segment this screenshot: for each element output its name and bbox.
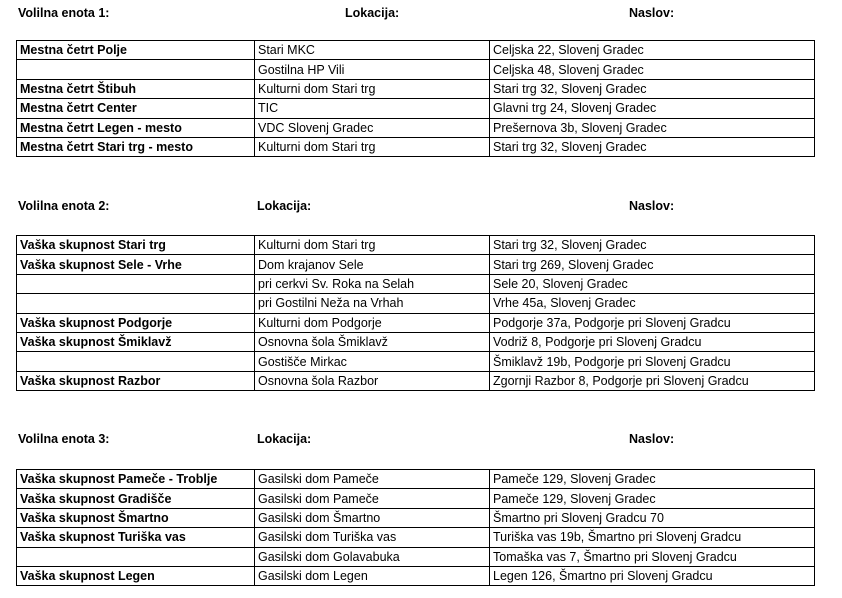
section-3-location-header: Lokacija: — [257, 432, 312, 446]
table-row — [17, 118, 815, 137]
address-cell: Celjska 48, Slovenj Gradec — [490, 60, 815, 79]
location-cell: Kulturni dom Podgorje — [255, 313, 490, 332]
address-cell: Stari trg 32, Slovenj Gradec — [490, 137, 815, 156]
section-2-address-header: Naslov: — [629, 199, 675, 213]
section-2-location-header: Lokacija: — [257, 199, 312, 213]
unit-cell: Vaška skupnost Stari trg — [17, 236, 255, 255]
table-row — [17, 508, 815, 527]
address-cell: Vrhe 45a, Slovenj Gradec — [490, 294, 815, 313]
table-row — [17, 137, 815, 156]
location-cell: Kulturni dom Stari trg — [255, 236, 490, 255]
unit-cell: Mestna četrt Stari trg - mesto — [17, 137, 255, 156]
table-row — [17, 528, 815, 547]
section-3-address-header: Naslov: — [629, 432, 675, 446]
location-cell: Gostilna HP Vili — [255, 60, 490, 79]
section-3-title: Volilna enota 3: — [18, 432, 110, 446]
address-cell: Zgornji Razbor 8, Podgorje pri Slovenj Gradcu — [490, 371, 815, 390]
table-row — [17, 566, 815, 585]
address-cell: Stari trg 32, Slovenj Gradec — [490, 79, 815, 98]
section-2-table — [16, 235, 815, 391]
unit-cell: Vaška skupnost Šmartno — [17, 508, 255, 527]
section-3-table — [16, 469, 815, 586]
location-cell: Gasilski dom Golavabuka — [255, 547, 490, 566]
section-1-address-header: Naslov: — [629, 6, 675, 20]
address-cell: Sele 20, Slovenj Gradec — [490, 274, 815, 293]
location-cell: Gasilski dom Legen — [255, 566, 490, 585]
location-cell: TIC — [255, 99, 490, 118]
address-cell: Vodriž 8, Podgorje pri Slovenj Gradcu — [490, 332, 815, 351]
address-cell: Celjska 22, Slovenj Gradec — [490, 41, 815, 60]
table-row — [17, 99, 815, 118]
table-row — [17, 313, 815, 332]
unit-cell — [17, 274, 255, 293]
table-row — [17, 236, 815, 255]
location-cell: pri Gostilni Neža na Vrhah — [255, 294, 490, 313]
address-cell: Šmartno pri Slovenj Gradcu 70 — [490, 508, 815, 527]
location-cell: Gasilski dom Šmartno — [255, 508, 490, 527]
table-row — [17, 41, 815, 60]
unit-cell: Mestna četrt Polje — [17, 41, 255, 60]
unit-cell: Vaška skupnost Turiška vas — [17, 528, 255, 547]
address-cell: Tomaška vas 7, Šmartno pri Slovenj Gradcu — [490, 547, 815, 566]
location-cell: Osnovna šola Šmiklavž — [255, 332, 490, 351]
table-row — [17, 79, 815, 98]
table-row — [17, 352, 815, 371]
location-cell: VDC Slovenj Gradec — [255, 118, 490, 137]
section-2-title: Volilna enota 2: — [18, 199, 110, 213]
unit-cell: Mestna četrt Legen - mesto — [17, 118, 255, 137]
address-cell: Turiška vas 19b, Šmartno pri Slovenj Gradcu — [490, 528, 815, 547]
location-cell: Gostišče Mirkac — [255, 352, 490, 371]
address-cell: Podgorje 37a, Podgorje pri Slovenj Gradcu — [490, 313, 815, 332]
unit-cell: Vaška skupnost Šmiklavž — [17, 332, 255, 351]
location-cell: Gasilski dom Turiška vas — [255, 528, 490, 547]
location-cell: Osnovna šola Razbor — [255, 371, 490, 390]
location-cell: Kulturni dom Stari trg — [255, 137, 490, 156]
unit-cell — [17, 352, 255, 371]
address-cell: Legen 126, Šmartno pri Slovenj Gradcu — [490, 566, 815, 585]
unit-cell: Vaška skupnost Legen — [17, 566, 255, 585]
unit-cell: Vaška skupnost Sele - Vrhe — [17, 255, 255, 274]
address-cell: Stari trg 269, Slovenj Gradec — [490, 255, 815, 274]
address-cell: Stari trg 32, Slovenj Gradec — [490, 236, 815, 255]
table-row — [17, 274, 815, 293]
address-cell: Prešernova 3b, Slovenj Gradec — [490, 118, 815, 137]
section-1-table — [16, 40, 815, 157]
address-cell: Glavni trg 24, Slovenj Gradec — [490, 99, 815, 118]
unit-cell — [17, 547, 255, 566]
table-row — [17, 332, 815, 351]
unit-cell: Vaška skupnost Pameče - Troblje — [17, 470, 255, 489]
table-row — [17, 470, 815, 489]
address-cell: Pameče 129, Slovenj Gradec — [490, 489, 815, 508]
table-row — [17, 255, 815, 274]
table-row — [17, 489, 815, 508]
unit-cell: Mestna četrt Center — [17, 99, 255, 118]
location-cell: Dom krajanov Sele — [255, 255, 490, 274]
section-1-title: Volilna enota 1: — [18, 6, 110, 20]
unit-cell: Vaška skupnost Gradišče — [17, 489, 255, 508]
location-cell: pri cerkvi Sv. Roka na Selah — [255, 274, 490, 293]
location-cell: Gasilski dom Pameče — [255, 489, 490, 508]
unit-cell: Mestna četrt Štibuh — [17, 79, 255, 98]
unit-cell — [17, 294, 255, 313]
table-row — [17, 547, 815, 566]
unit-cell: Vaška skupnost Razbor — [17, 371, 255, 390]
unit-cell: Vaška skupnost Podgorje — [17, 313, 255, 332]
unit-cell — [17, 60, 255, 79]
location-cell: Gasilski dom Pameče — [255, 470, 490, 489]
section-1-location-header: Lokacija: — [345, 6, 400, 20]
table-row — [17, 371, 815, 390]
table-row — [17, 294, 815, 313]
location-cell: Kulturni dom Stari trg — [255, 79, 490, 98]
address-cell: Šmiklavž 19b, Podgorje pri Slovenj Gradcu — [490, 352, 815, 371]
address-cell: Pameče 129, Slovenj Gradec — [490, 470, 815, 489]
location-cell: Stari MKC — [255, 41, 490, 60]
table-row — [17, 60, 815, 79]
